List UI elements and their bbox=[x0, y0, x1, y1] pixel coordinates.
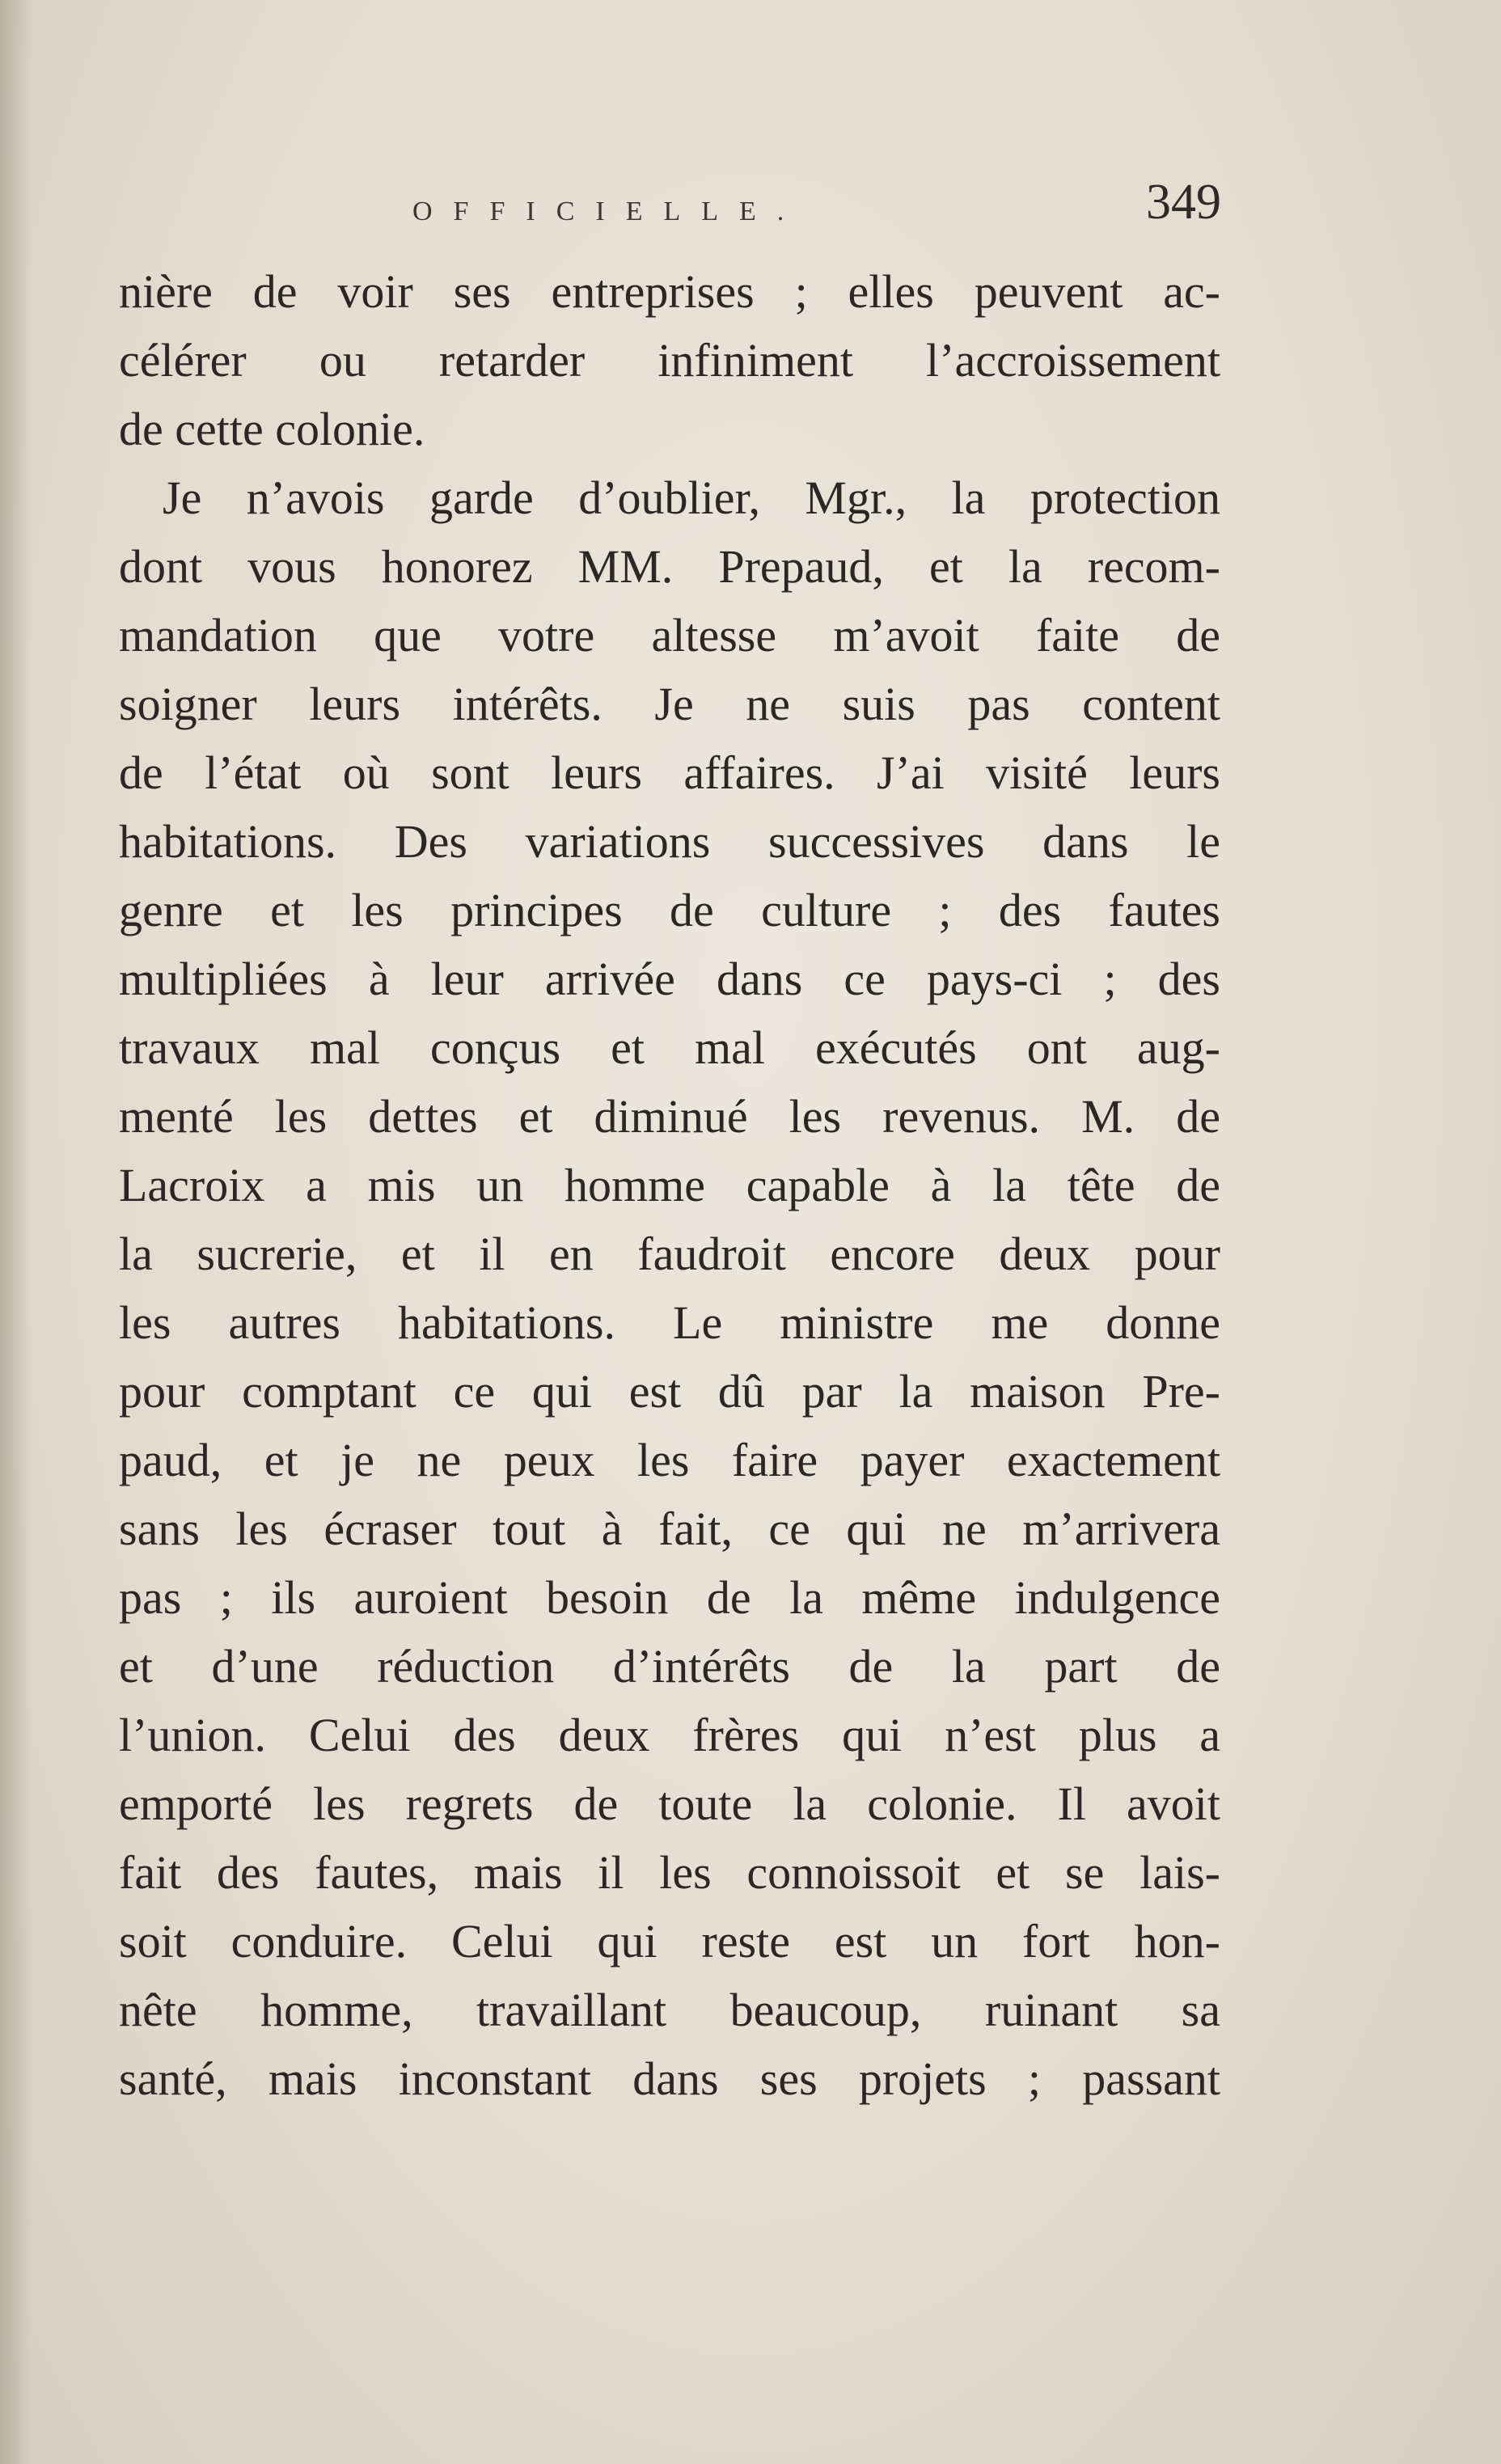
text-line: fait des fautes, mais il les connoissoit et se lais- bbox=[119, 1846, 1220, 1899]
text-line: nière de voir ses entreprises ; elles peuvent ac- bbox=[119, 265, 1220, 318]
text-line: mandation que votre altesse m’avoit faite de bbox=[119, 609, 1220, 661]
text-line: soit conduire. Celui qui reste est un fort hon- bbox=[119, 1915, 1220, 1967]
text-line: pas ; ils auroient besoin de la même indulgence bbox=[119, 1571, 1220, 1624]
text-line: Je n’avois garde d’oublier, Mgr., la protection bbox=[163, 471, 1220, 524]
text-line: la sucrerie, et il en faudroit encore deux pour bbox=[119, 1228, 1220, 1280]
text-line: dont vous honorez MM. Prepaud, et la recom- bbox=[119, 540, 1220, 593]
text-line: pour comptant ce qui est dû par la maison Pre- bbox=[119, 1365, 1220, 1418]
text-line: nête homme, travaillant beaucoup, ruinant sa bbox=[119, 1984, 1220, 2036]
running-title: OFFICIELLE. bbox=[412, 197, 805, 226]
text-line: menté les dettes et diminué les revenus. M. de bbox=[119, 1090, 1220, 1143]
text-line: de l’état où sont leurs affaires. J’ai visité leurs bbox=[119, 746, 1220, 799]
page-number: 349 bbox=[1146, 175, 1221, 230]
text-line: habitations. Des variations successives dans le bbox=[119, 815, 1220, 868]
text-line: multipliées à leur arrivée dans ce pays-ci ; des bbox=[119, 953, 1220, 1005]
text-line: Lacroix a mis un homme capable à la tête de bbox=[119, 1159, 1220, 1211]
text-line: santé, mais inconstant dans ses projets ; passant bbox=[119, 2052, 1220, 2105]
body-text bbox=[119, 257, 1220, 2113]
text-line: emporté les regrets de toute la colonie. Il avoit bbox=[119, 1777, 1220, 1830]
text-line: genre et les principes de culture ; des fautes bbox=[119, 884, 1220, 936]
running-head bbox=[121, 174, 1221, 247]
gutter-shadow bbox=[0, 0, 32, 2464]
text-line: soigner leurs intérêts. Je ne suis pas content bbox=[119, 678, 1220, 730]
text-line: de cette colonie. bbox=[119, 403, 425, 455]
text-line: et d’une réduction d’intérêts de la part de bbox=[119, 1640, 1220, 1693]
text-line: célérer ou retarder infiniment l’accroissement bbox=[119, 334, 1220, 387]
text-line: paud, et je ne peux les faire payer exactement bbox=[119, 1434, 1220, 1486]
text-line: travaux mal conçus et mal exécutés ont aug- bbox=[119, 1021, 1220, 1074]
text-line: l’union. Celui des deux frères qui n’est plus a bbox=[119, 1709, 1220, 1761]
text-line: les autres habitations. Le ministre me donne bbox=[119, 1296, 1220, 1349]
text-line: sans les écraser tout à fait, ce qui ne m’arrivera bbox=[119, 1502, 1220, 1555]
